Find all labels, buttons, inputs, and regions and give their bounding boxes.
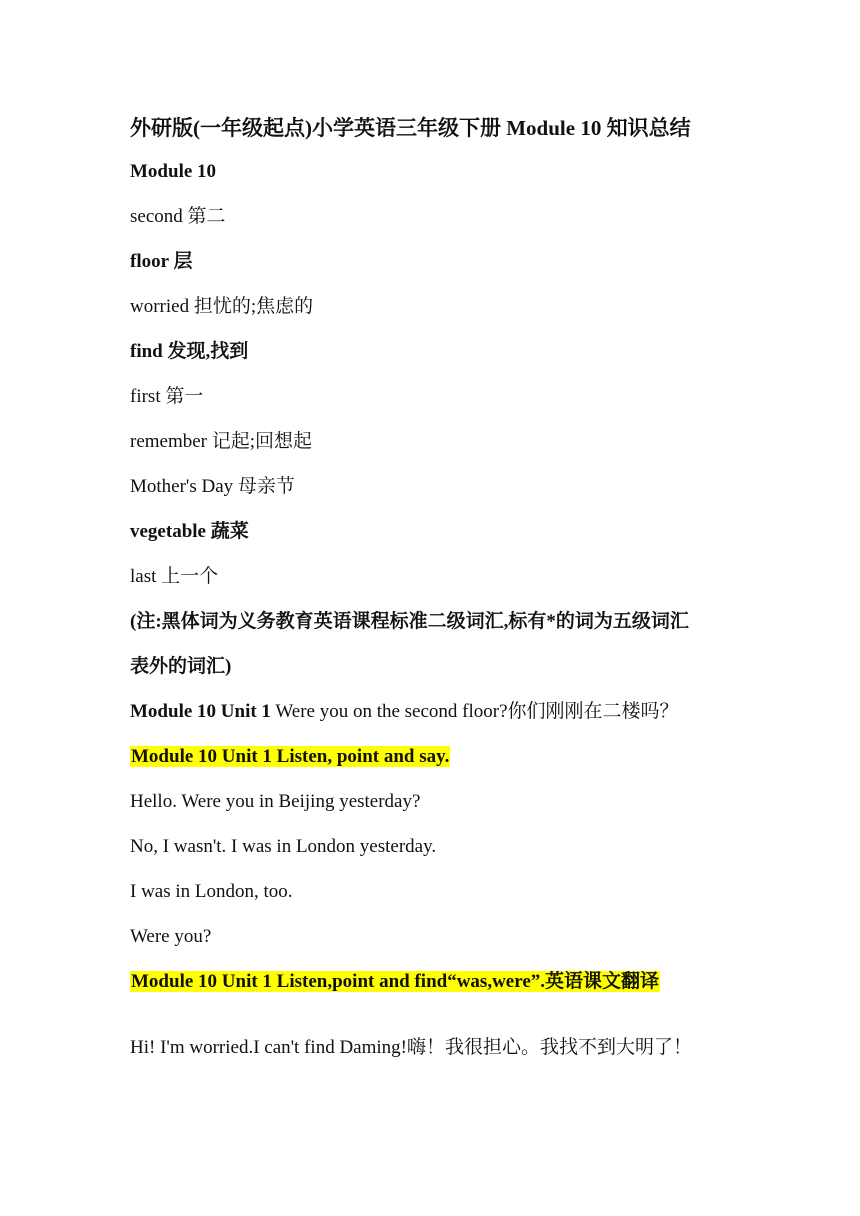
vocab-item [130, 249, 192, 275]
vocab-meaning: 第二 [182, 206, 226, 227]
document-title: 外研版(一年级起点)小学英语三年级下册 Module 10 知识总结 [130, 116, 691, 140]
vocab-item [130, 339, 248, 365]
vocab-item [130, 564, 218, 590]
vocab-item [130, 474, 295, 500]
vocab-item [130, 204, 226, 230]
vocab-meaning: 发现,找到 [162, 341, 249, 362]
vocab-item [130, 294, 313, 320]
vocab-meaning: 担忧的;焦虑的 [189, 296, 314, 317]
vocab-word: floor [130, 251, 169, 272]
vocab-meaning: 上一个 [156, 566, 219, 587]
vocab-word: find [130, 341, 163, 362]
vocab-word: last [130, 566, 157, 587]
vocab-item [130, 519, 249, 545]
vocab-word: worried [130, 296, 190, 317]
section-heading-listen-point-say [130, 744, 450, 770]
vocab-meaning: 记起;回想起 [207, 431, 313, 452]
translation-line: Hi! I'm worried.I can't find Daming!嗨！我很担心。我找不到大明了！ [130, 1037, 692, 1058]
module-heading: Module 10 [130, 161, 217, 182]
unit-label: Module 10 Unit 1 [130, 701, 271, 722]
dialogue-line: No, I wasn't. I was in London yesterday. [130, 836, 437, 857]
vocab-word: vegetable [130, 521, 206, 542]
vocab-item [130, 384, 203, 410]
dialogue-line: Were you? [130, 926, 212, 947]
dialogue-line: Hello. Were you in Beijing yesterday? [130, 791, 421, 812]
highlighted-heading-text: Module 10 Unit 1 Listen, point and say. [131, 746, 450, 767]
vocab-note-line-2: 表外的词汇) [130, 656, 232, 677]
vocab-word: remember [130, 431, 208, 452]
unit-subtitle: Were you on the second floor?你们刚刚在二楼吗？ [270, 701, 679, 722]
section-heading-find-was-were [130, 969, 660, 995]
vocab-meaning: 母亲节 [233, 476, 295, 497]
unit-title [130, 699, 679, 725]
vocab-meaning: 层 [168, 251, 193, 272]
highlighted-heading-text: Module 10 Unit 1 Listen,point and find“was,were”.英语课文翻译 [131, 971, 660, 992]
vocab-word: first [130, 386, 161, 407]
vocab-item [130, 429, 312, 455]
vocab-meaning: 蔬菜 [205, 521, 249, 542]
vocab-meaning: 第一 [160, 386, 204, 407]
vocab-note-line-1: (注:黑体词为义务教育英语课程标准二级词汇,标有*的词为五级词汇 [130, 611, 689, 632]
dialogue-line: I was in London, too. [130, 881, 293, 902]
vocab-word: Mother's Day [130, 476, 234, 497]
vocab-word: second [130, 206, 183, 227]
